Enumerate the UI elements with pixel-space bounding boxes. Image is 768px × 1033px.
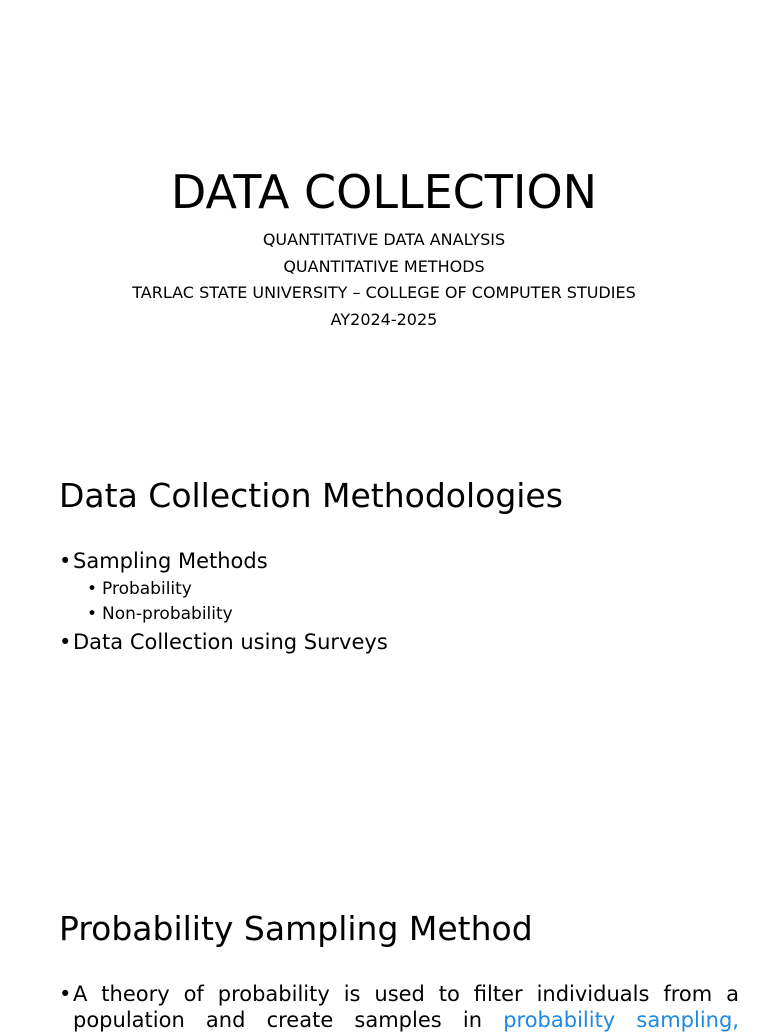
- bullet-line: • A theory of probability is used to filter individuals from a: [73, 982, 739, 1006]
- subtitle-line: QUANTITATIVE METHODS: [283, 256, 485, 276]
- slide-methodologies: [0, 432, 768, 864]
- bullet-text: population and create samples in: [73, 1008, 483, 1032]
- bullet-item: • Data Collection using Surveys: [59, 629, 739, 655]
- bullet-list: [59, 548, 739, 655]
- bullet-line: [73, 1007, 739, 1033]
- slide-title: [0, 0, 768, 432]
- sub-bullet-item: • Probability: [59, 577, 739, 602]
- probability-sampling-link[interactable]: probability sampling,: [503, 1008, 739, 1032]
- slide-heading: Probability Sampling Method: [59, 909, 533, 948]
- presentation-title: DATA COLLECTION: [170, 165, 598, 219]
- sub-bullet-item: • Non-probability: [59, 602, 739, 627]
- subtitle-line: TARLAC STATE UNIVERSITY – COLLEGE OF COMPUTER STUDIES: [132, 283, 636, 303]
- subtitle-line: QUANTITATIVE DATA ANALYSIS: [262, 230, 506, 249]
- slide-heading: Data Collection Methodologies: [59, 476, 563, 515]
- bullet-item: [59, 981, 739, 1033]
- slide-probability-sampling: [0, 864, 768, 1032]
- subtitle-block: [0, 227, 768, 333]
- subtitle-line: AY2024-2025: [330, 309, 438, 329]
- bullet-list: [59, 981, 739, 1033]
- bullet-item: • Sampling Methods: [59, 548, 739, 574]
